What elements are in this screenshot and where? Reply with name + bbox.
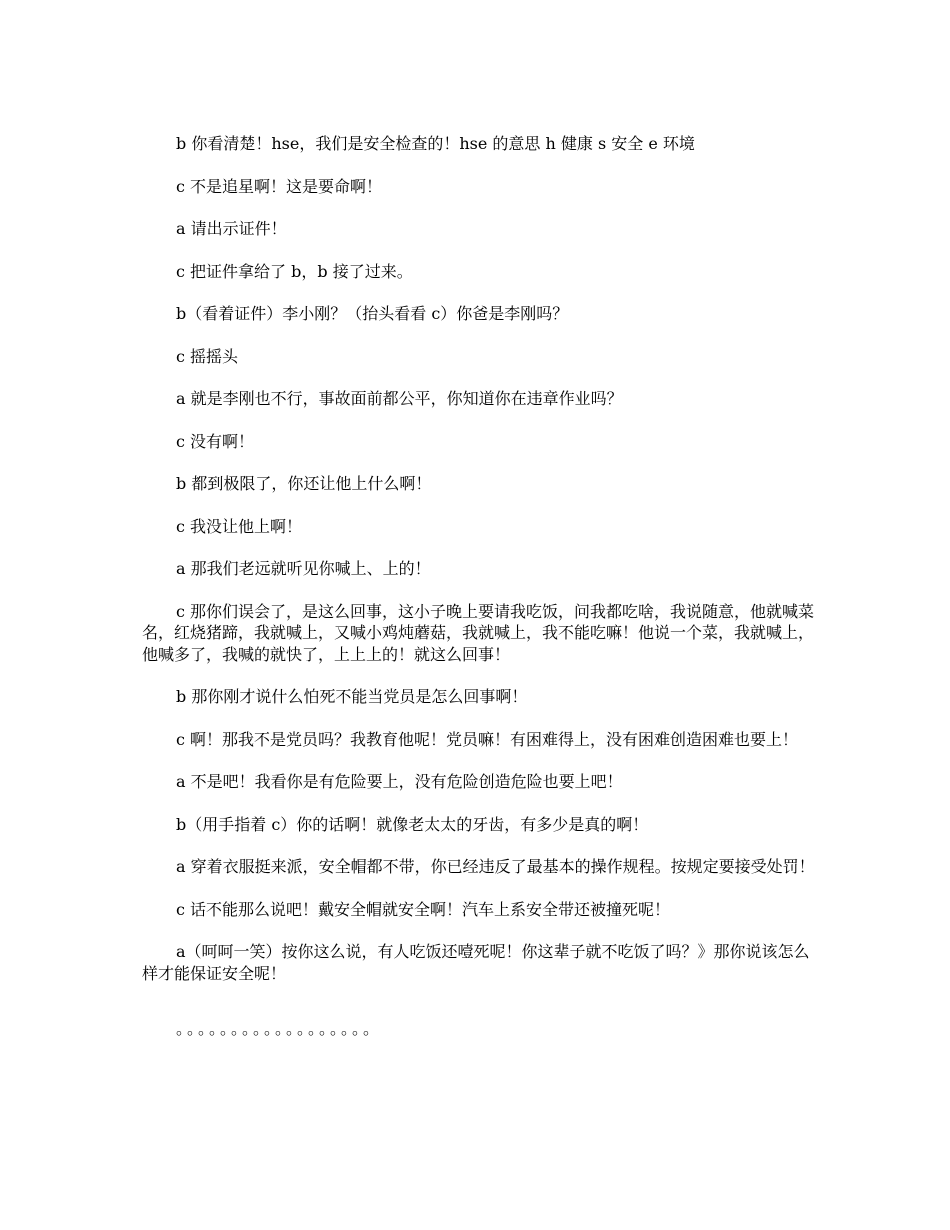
dialogue-line-13: b 那你刚才说什么怕死不能当党员是怎么回事啊！ [176,687,528,706]
dialogue-line-18: c 话不能那么说吧！戴安全帽就安全啊！汽车上系安全带还被撞死呢！ [176,899,671,919]
dialogue-line-9: b 都到极限了，你还让他上什么啊！ [176,474,432,493]
dialogue-line-17: a 穿着衣服挺来派，安全帽都不带，你已经违反了最基本的操作规程。按规定要接受处罚！ [176,857,815,876]
dialogue-line-8: c 没有啊！ [176,431,255,451]
dialogue-line-16: b（用手指着 c）你的话啊！就像老太太的牙齿，有多少是真的啊！ [176,814,649,834]
dialogue-line-5: b（看着证件）李小刚？（抬头看看 c）你爸是李刚吗？ [176,304,569,323]
document-body [142,133,824,1061]
dialogue-line-4: c 把证件拿给了 b，b 接了过来。 [176,261,413,281]
dialogue-line-11: a 那我们老远就听见你喊上、上的！ [176,559,431,578]
dialogue-line-3: a 请出示证件！ [176,219,287,238]
ellipsis-line: 。。。。。。。。。。。。。。。。。。 [176,1019,383,1038]
dialogue-line-15: a 不是吧！我看你是有危险要上，没有危险创造危险也要上吧！ [176,772,623,791]
dialogue-line-1: b 你看清楚！hse，我们是安全检查的！hse 的意思 h 健康 s 安全 e 环境 [176,134,695,153]
dialogue-line-2: c 不是追星啊！这是要命啊！ [176,176,383,196]
dialogue-line-19: a（呵呵一笑）按你这么说，有人吃饭还噎死呢！你这辈子就不吃饭了吗？》那你说该怎么样才能保证安全呢！ [142,942,810,983]
dialogue-line-14: c 啊！那我不是党员吗？我教育他呢！党员嘛！有困难得上，没有困难创造困难也要上！ [176,729,799,749]
dialogue-line-12: c 那你们误会了，是这么回事，这小子晚上要请我吃饭，问我都吃啥，我说随意，他就喊菜名，红烧猪蹄，我就喊上，又喊小鸡炖蘑菇，我就喊上，我不能吃嘛！他说一个菜，我就喊上，他喊多了，我喊的就快了，上上上的！就这么回事！ [142,601,815,664]
dialogue-line-6: c 摇摇头 [176,346,239,366]
dialogue-line-7: a 就是李刚也不行，事故面前都公平，你知道你在违章作业吗？ [176,389,623,408]
dialogue-line-10: c 我没让他上啊！ [176,516,303,536]
